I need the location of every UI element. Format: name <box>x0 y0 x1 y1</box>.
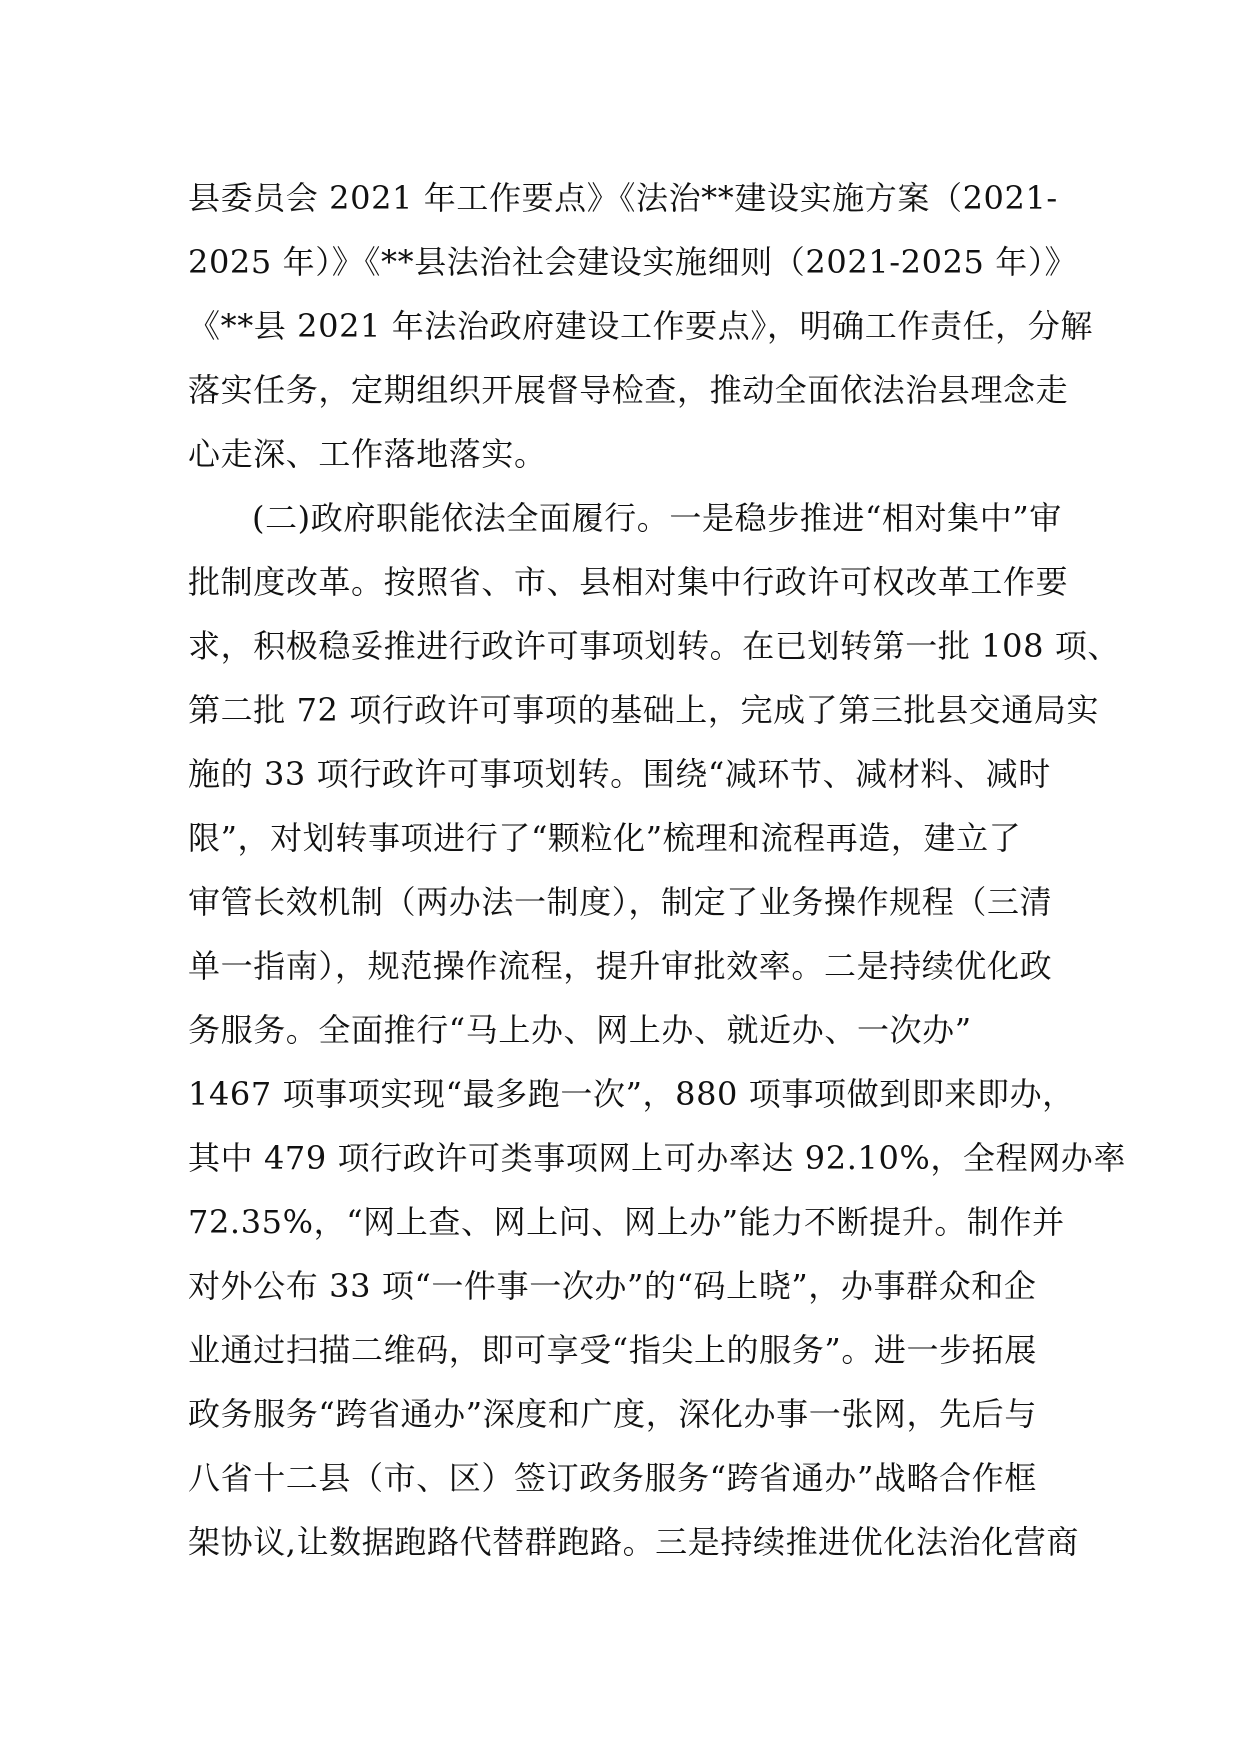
text-line: 批制度改革。按照省、市、县相对集中行政许可权改革工作要 <box>188 563 1069 601</box>
text-line: 其中 479 项行政许可类事项网上可办率达 92.10%，全程网办率 <box>188 1139 1127 1177</box>
text-line: 县委员会 2021 年工作要点》《法治**建设实施方案（2021- <box>188 179 1058 217</box>
text-line: 《**县 2021 年法治政府建设工作要点》，明确工作责任，分解 <box>188 307 1093 345</box>
section-heading-line: (二)政府职能依法全面履行。一是稳步推进“相对集中”审 <box>252 499 1062 537</box>
text-line: 1467 项事项实现“最多跑一次”，880 项事项做到即来即办， <box>188 1075 1075 1113</box>
document-body <box>188 166 1127 1574</box>
text-line: 业通过扫描二维码，即可享受“指尖上的服务”。进一步拓展 <box>188 1331 1037 1369</box>
text-line: 八省十二县（市、区）签订政务服务“跨省通办”战略合作框 <box>188 1459 1037 1497</box>
text-line: 限”，对划转事项进行了“颗粒化”梳理和流程再造，建立了 <box>188 819 1022 857</box>
text-line: 政务服务“跨省通办”深度和广度，深化办事一张网，先后与 <box>188 1395 1037 1433</box>
text-line: 求，积极稳妥推进行政许可事项划转。在已划转第一批 108 项、 <box>188 627 1121 665</box>
text-line: 施的 33 项行政许可事项划转。围绕“减环节、减材料、减时 <box>188 755 1051 793</box>
text-line: 72.35%，“网上查、网上问、网上办”能力不断提升。制作并 <box>188 1203 1065 1241</box>
text-line: 第二批 72 项行政许可事项的基础上，完成了第三批县交通局实 <box>188 691 1100 729</box>
text-line: 务服务。全面推行“马上办、网上办、就近办、一次办” <box>188 1011 972 1049</box>
text-line: 审管长效机制（两办法一制度），制定了业务操作规程（三清 <box>188 883 1053 921</box>
text-line: 单一指南），规范操作流程，提升审批效率。二是持续优化政 <box>188 947 1053 985</box>
text-line: 对外公布 33 项“一件事一次办”的“码上晓”，办事群众和企 <box>188 1267 1037 1305</box>
text-line: 心走深、工作落地落实。 <box>188 435 547 473</box>
text-line: 架协议,让数据跑路代替群跑路。三是持续推进优化法治化营商 <box>188 1523 1079 1561</box>
text-line: 2025 年）》《**县法治社会建设实施细则（2021-2025 年）》 <box>188 243 1078 281</box>
text-line: 落实任务，定期组织开展督导检查，推动全面依法治县理念走 <box>188 371 1069 409</box>
